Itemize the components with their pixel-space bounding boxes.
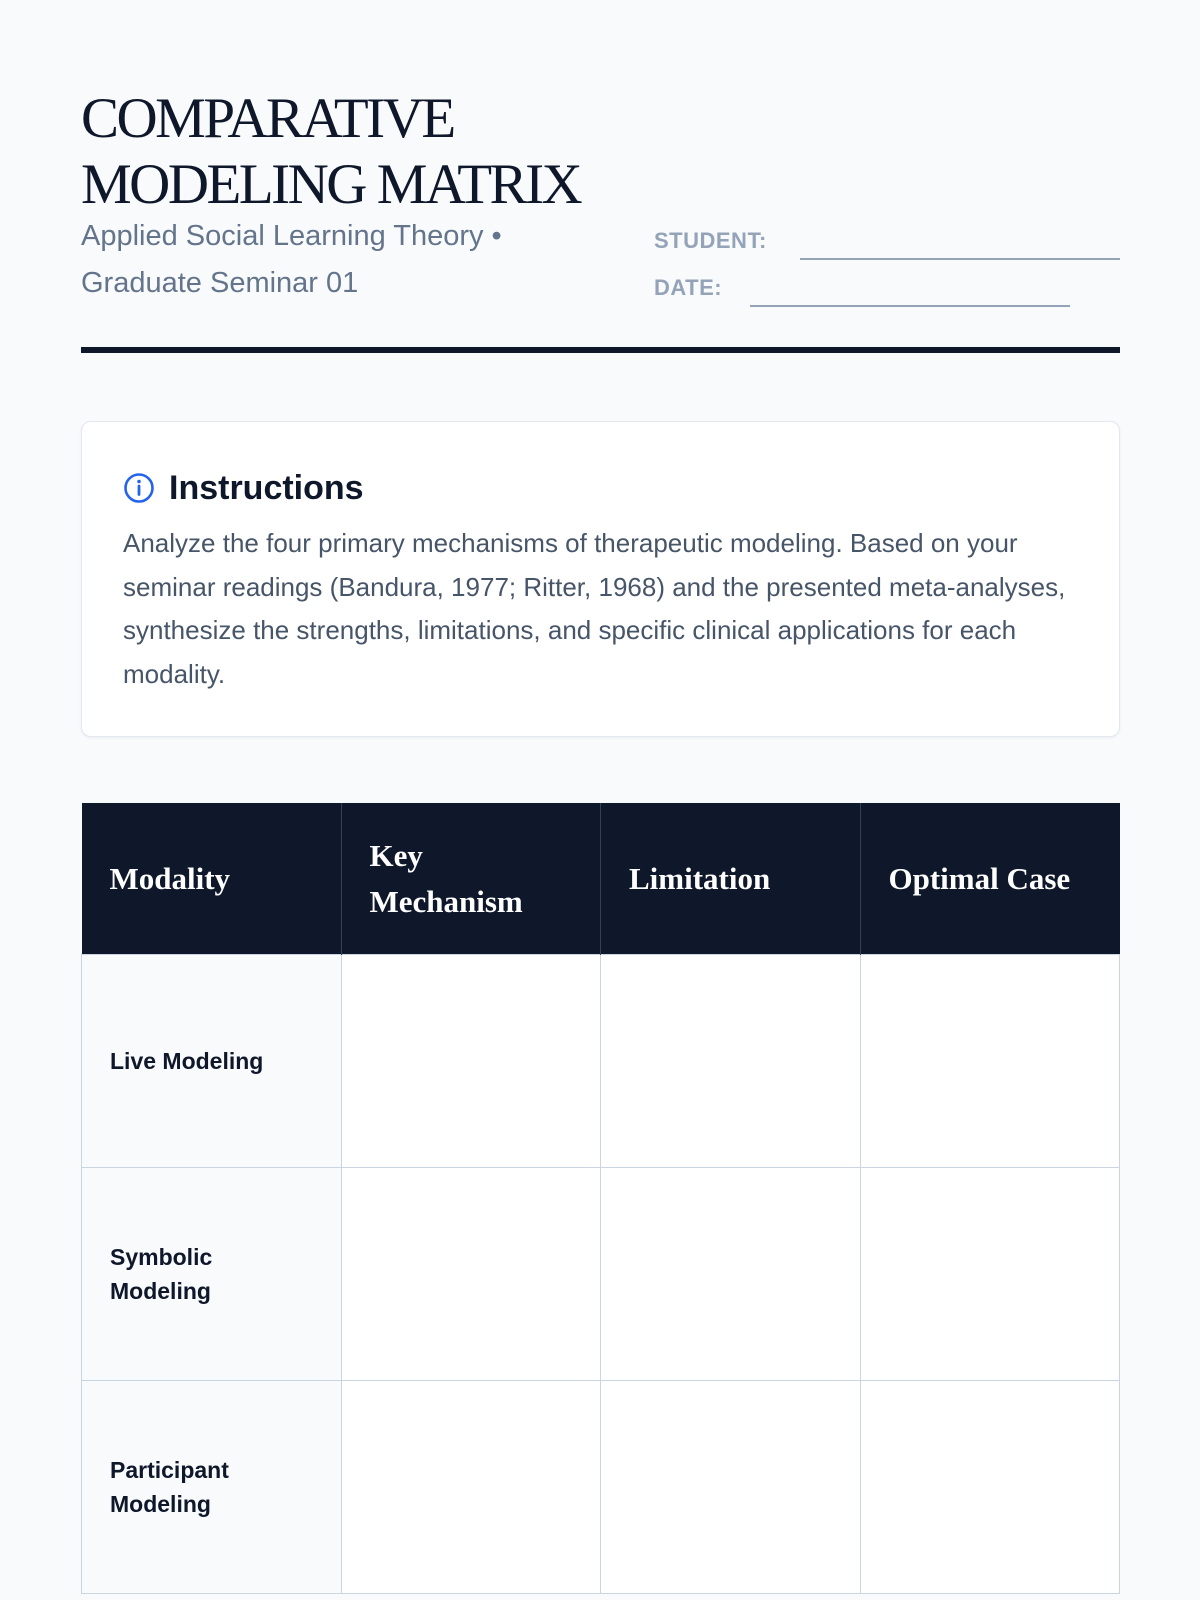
instructions-heading: Instructions bbox=[169, 468, 364, 507]
instructions-text: Analyze the four primary mechanisms of therapeutic modeling. Based on your seminar readings (Bandura, 1977; Ritter, 1968) and the presented meta-analyses, synthesize the strengths, limitations, and specific clinical applications for each modality. bbox=[123, 528, 1066, 689]
table-header-row bbox=[82, 803, 1120, 955]
date-label: DATE: bbox=[654, 275, 723, 300]
date-input-line[interactable] bbox=[750, 305, 1070, 307]
page-title bbox=[81, 86, 641, 218]
limitation-cell[interactable] bbox=[601, 1381, 861, 1594]
table-row bbox=[82, 1168, 1120, 1381]
title-line-2: MODELING MATRIX bbox=[81, 153, 581, 216]
mechanism-cell[interactable] bbox=[341, 955, 601, 1168]
table-row bbox=[82, 1381, 1120, 1594]
modality-cell: Live Modeling bbox=[82, 955, 342, 1168]
modeling-matrix-table bbox=[81, 803, 1120, 1594]
student-info-fields bbox=[654, 226, 1120, 320]
limitation-cell[interactable] bbox=[601, 1168, 861, 1381]
modality-cell: Participant Modeling bbox=[82, 1381, 342, 1594]
table-row bbox=[82, 955, 1120, 1168]
instructions-card bbox=[81, 421, 1120, 737]
optimal-case-cell[interactable] bbox=[860, 1381, 1120, 1594]
date-field bbox=[654, 273, 1120, 320]
header-divider bbox=[81, 347, 1120, 353]
worksheet-page bbox=[81, 0, 1120, 1517]
limitation-cell[interactable] bbox=[601, 955, 861, 1168]
info-icon bbox=[123, 472, 155, 504]
instructions-header bbox=[123, 466, 364, 510]
column-header-key-mechanism: Key Mechanism bbox=[341, 803, 601, 955]
column-header-optimal-case: Optimal Case bbox=[860, 803, 1120, 955]
student-input-line[interactable] bbox=[800, 258, 1120, 260]
column-header-modality: Modality bbox=[82, 803, 342, 955]
optimal-case-cell[interactable] bbox=[860, 1168, 1120, 1381]
column-header-limitation: Limitation bbox=[601, 803, 861, 955]
student-label: STUDENT: bbox=[654, 228, 767, 253]
mechanism-cell[interactable] bbox=[341, 1168, 601, 1381]
modality-cell: Symbolic Modeling bbox=[82, 1168, 342, 1381]
optimal-case-cell[interactable] bbox=[860, 955, 1120, 1168]
mechanism-cell[interactable] bbox=[341, 1381, 601, 1594]
title-line-1: COMPARATIVE bbox=[81, 87, 454, 150]
worksheet-header bbox=[81, 0, 1120, 356]
student-field bbox=[654, 226, 1120, 273]
course-subtitle: Applied Social Learning Theory • Graduate Seminar 01 bbox=[81, 220, 502, 299]
